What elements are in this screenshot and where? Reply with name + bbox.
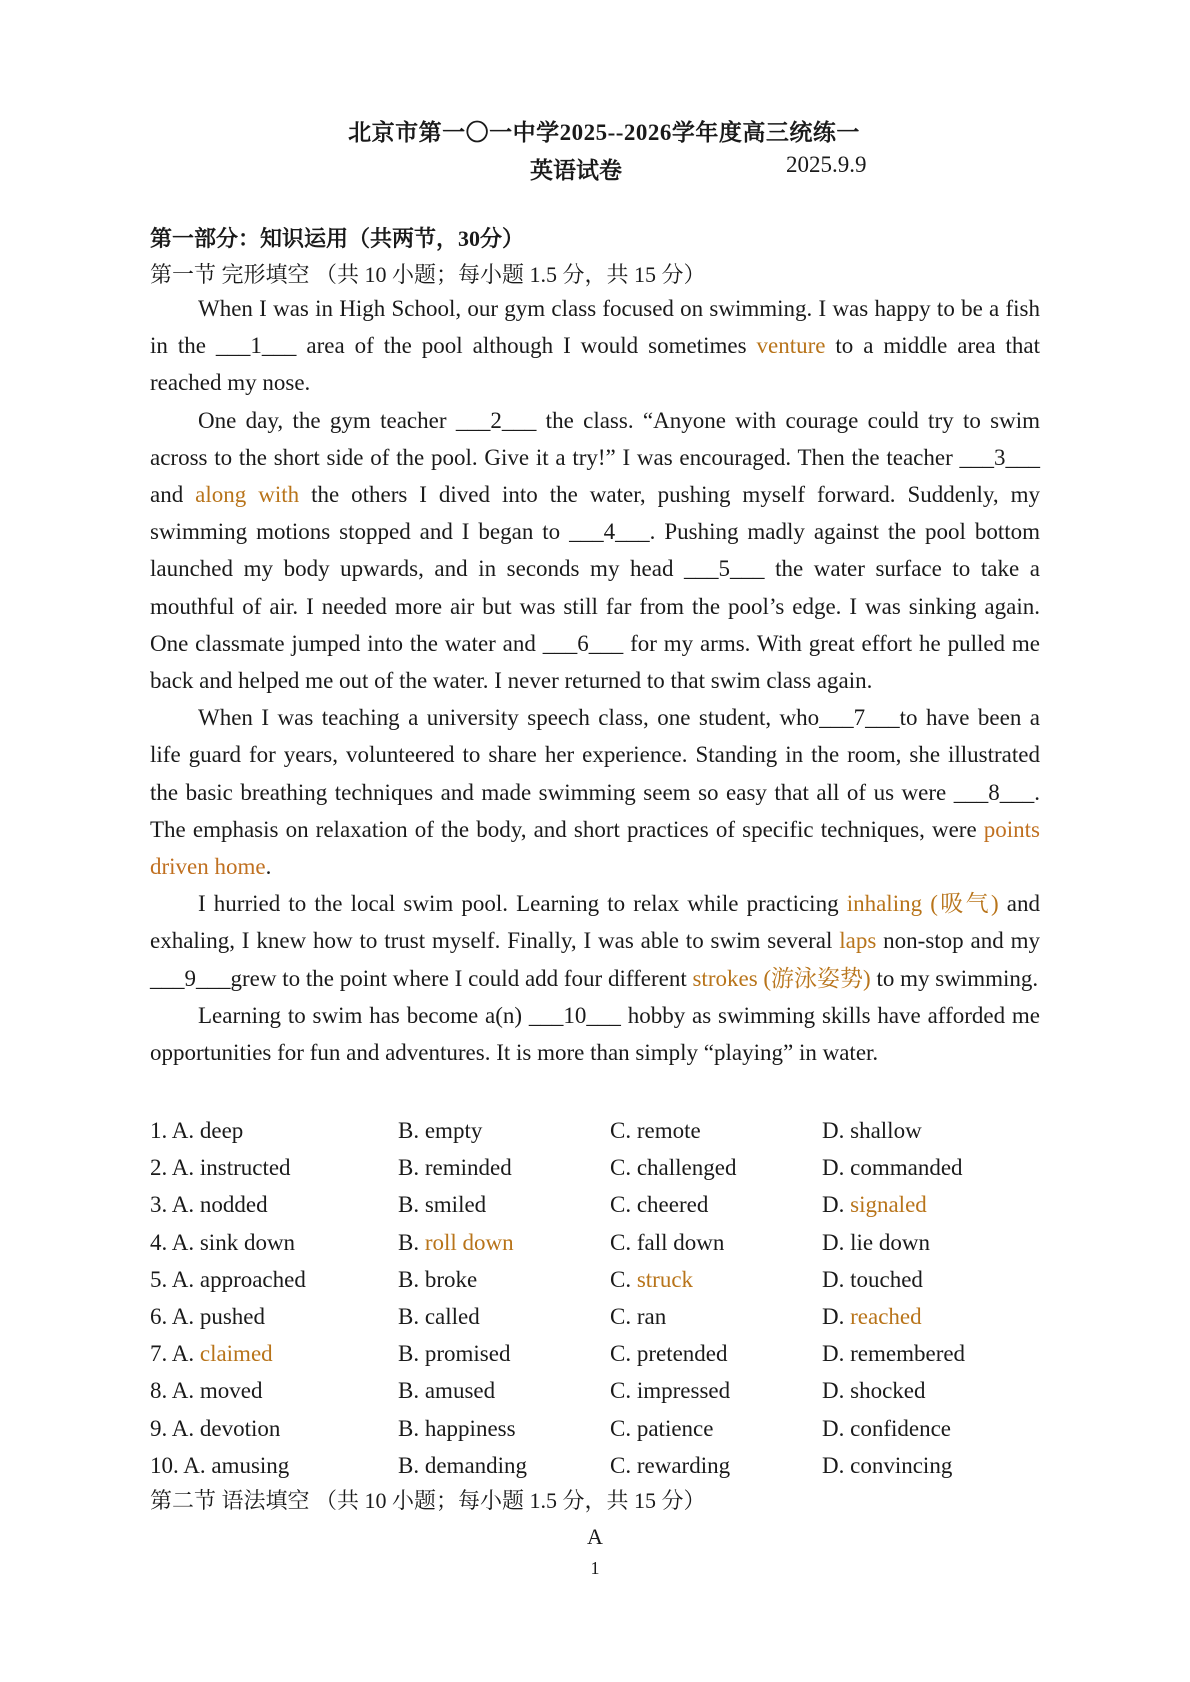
option-text: pretended — [636, 1341, 728, 1367]
option-letter: C. — [610, 1378, 637, 1404]
option-text: empty — [424, 1118, 483, 1143]
answer-options — [150, 1112, 1050, 1484]
option-text: struck — [636, 1266, 694, 1292]
option-letter: C. — [610, 1303, 637, 1329]
option-c — [610, 1112, 822, 1149]
option-a — [150, 1112, 398, 1149]
option-letter: A. — [183, 1452, 212, 1478]
option-d — [822, 1298, 1042, 1335]
exam-date: 2025.9.9 — [786, 152, 867, 177]
option-c — [610, 1149, 822, 1186]
option-letter: D. — [822, 1118, 851, 1143]
option-text: shocked — [850, 1378, 926, 1404]
option-b — [398, 1261, 610, 1298]
question-number: 4. — [150, 1229, 168, 1255]
option-a — [150, 1149, 398, 1186]
option-text: amused — [424, 1378, 496, 1404]
option-text: convincing — [850, 1452, 953, 1478]
option-text: broke — [424, 1266, 478, 1292]
highlighted-word: strokes (游泳姿势) — [692, 965, 871, 991]
blank-9: ___9___ — [150, 965, 231, 991]
text: Learning to swim has become a(n) — [198, 1002, 529, 1028]
part1-heading: 第一部分：知识运用（共两节，30分） — [150, 226, 525, 251]
option-letter: A. — [171, 1341, 200, 1367]
option-letter: D. — [822, 1192, 851, 1218]
blank-6: ___6___ — [542, 630, 624, 656]
text: to have been a life guard for years, volunteered to share her experience. Standing in the room, she illustrated the basic breathing techniques and made swimming seem so easy that all of us were — [150, 705, 1040, 805]
option-letter: A. — [171, 1229, 200, 1255]
paragraph-3 — [150, 699, 1040, 885]
option-text: patience — [636, 1415, 714, 1441]
text: the water surface to take a mouthful of air. I needed more air but was still far from the pool’s edge. I was sinking again. One classmate jumped into the water and — [150, 556, 1040, 656]
option-text: roll down — [424, 1229, 514, 1255]
cloze-passage — [150, 290, 1040, 1071]
option-text: happiness — [424, 1415, 516, 1441]
option-c — [610, 1335, 822, 1372]
question-row — [150, 1261, 1050, 1298]
option-text: smiled — [424, 1192, 487, 1218]
option-text: fall down — [636, 1229, 725, 1255]
blank-7: ___7___ — [819, 705, 900, 731]
option-b — [398, 1447, 610, 1484]
question-row — [150, 1372, 1050, 1409]
blank-5: ___5___ — [684, 556, 765, 582]
question-number: 9. — [150, 1415, 168, 1441]
option-b — [398, 1186, 610, 1223]
section-letter: A — [587, 1524, 603, 1549]
question-row — [150, 1298, 1050, 1335]
option-letter: C. — [610, 1341, 637, 1367]
option-text: pushed — [199, 1303, 266, 1329]
text: . The emphasis on relaxation of the body, and short practices of specific techniques, were — [150, 779, 1040, 842]
option-b — [398, 1149, 610, 1186]
text: for my arms. With great effort he pulled me back and helped me out of the water. I never returned to that swim class again. — [150, 630, 1040, 694]
exam-title: 北京市第一〇一中学2025--2026学年度高三统练一 — [348, 120, 860, 145]
option-text: touched — [850, 1266, 923, 1292]
option-d — [822, 1447, 1042, 1484]
option-text: shallow — [850, 1118, 922, 1143]
option-text: remembered — [850, 1341, 966, 1367]
option-letter: B. — [398, 1192, 425, 1218]
text: hobby as swimming skills have afforded me opportunities for fun and adventures. It is more than simply “playing” in water. — [150, 1002, 1040, 1066]
option-letter: D. — [822, 1378, 851, 1404]
question-row — [150, 1186, 1050, 1223]
option-letter: C. — [610, 1415, 637, 1441]
text: the class. “Anyone with courage could try to swim across to the short side of the pool. Give it a try!” I was encouraged. Then the teacher — [150, 407, 1041, 470]
option-letter: B. — [398, 1229, 425, 1255]
option-letter: B. — [398, 1378, 425, 1404]
option-letter: B. — [398, 1341, 425, 1367]
highlighted-word: venture — [756, 333, 826, 359]
option-letter: B. — [398, 1415, 425, 1441]
option-letter: A. — [171, 1266, 200, 1292]
option-c — [610, 1298, 822, 1335]
option-letter: B. — [398, 1303, 425, 1329]
text: to a middle area that reached my nose. — [150, 333, 1040, 396]
option-letter: D. — [822, 1155, 851, 1181]
option-b — [398, 1298, 610, 1335]
blank-1: ___1___ — [215, 333, 297, 359]
option-letter: C. — [610, 1118, 637, 1143]
blank-8: ___8___ — [953, 779, 1035, 805]
option-text: sink down — [199, 1229, 296, 1255]
option-text: approached — [199, 1266, 306, 1292]
paragraph-5 — [150, 997, 1040, 1071]
question-row — [150, 1149, 1050, 1186]
text: grew to the point where I could add four different — [230, 965, 693, 991]
option-text: promised — [424, 1341, 511, 1367]
option-d — [822, 1186, 1042, 1223]
option-letter: A. — [171, 1192, 200, 1218]
option-c — [610, 1186, 822, 1223]
option-letter: D. — [822, 1341, 851, 1367]
option-a — [150, 1298, 398, 1335]
option-b — [398, 1372, 610, 1409]
option-text: rewarding — [636, 1452, 731, 1478]
option-a — [150, 1224, 398, 1261]
option-a — [150, 1447, 398, 1484]
option-letter: C. — [610, 1452, 637, 1478]
question-number: 2. — [150, 1155, 168, 1181]
option-text: called — [424, 1303, 480, 1329]
text: When I was teaching a university speech class, one student, who — [198, 705, 820, 731]
option-text: reminded — [424, 1155, 512, 1181]
option-text: commanded — [850, 1155, 963, 1181]
option-d — [822, 1224, 1042, 1261]
option-text: devotion — [199, 1415, 281, 1441]
option-letter: D. — [822, 1229, 851, 1255]
option-text: instructed — [199, 1155, 291, 1181]
option-text: signaled — [850, 1192, 927, 1218]
option-text: lie down — [850, 1229, 930, 1255]
paragraph-1 — [150, 290, 1040, 402]
blank-2: ___2___ — [455, 407, 537, 433]
question-number: 3. — [150, 1192, 168, 1218]
question-number: 7. — [150, 1341, 168, 1367]
option-letter: A. — [171, 1118, 200, 1143]
option-letter: C. — [610, 1155, 637, 1181]
paragraph-2 — [150, 402, 1040, 700]
question-row — [150, 1112, 1050, 1149]
text: One day, the gym teacher — [198, 407, 456, 433]
option-text: impressed — [636, 1378, 731, 1404]
text: and — [150, 482, 196, 508]
text: to my swimming. — [870, 965, 1039, 991]
option-d — [822, 1372, 1042, 1409]
option-text: amusing — [211, 1452, 290, 1478]
question-number: 8. — [150, 1378, 168, 1404]
text: non-stop and my — [876, 928, 1040, 954]
blank-4: ___4___ — [569, 519, 650, 545]
option-a — [150, 1186, 398, 1223]
option-letter: C. — [610, 1229, 637, 1255]
option-d — [822, 1149, 1042, 1186]
option-text: demanding — [424, 1452, 528, 1478]
question-row — [150, 1447, 1050, 1484]
blank-3: ___3___ — [959, 444, 1040, 470]
exam-subject: 英语试卷 — [530, 158, 622, 183]
paragraph-4 — [150, 885, 1040, 997]
option-text: confidence — [850, 1415, 952, 1441]
option-letter: C. — [610, 1192, 637, 1218]
question-number: 6. — [150, 1303, 168, 1329]
question-row — [150, 1224, 1050, 1261]
option-letter: D. — [822, 1415, 851, 1441]
option-a — [150, 1410, 398, 1447]
highlighted-word: along with — [195, 482, 300, 508]
option-d — [822, 1410, 1042, 1447]
text: the others I dived into the water, pushing myself forward. Suddenly, my swimming motions stopped and I began to — [150, 482, 1040, 545]
text: and exhaling, I knew how to trust myself. Finally, I was able to swim several — [150, 891, 1041, 954]
option-c — [610, 1410, 822, 1447]
option-letter: B. — [398, 1266, 425, 1292]
page-number: 1 — [590, 1558, 600, 1578]
option-letter: B. — [398, 1118, 425, 1143]
question-row — [150, 1335, 1050, 1372]
question-row — [150, 1410, 1050, 1447]
option-text: cheered — [636, 1192, 709, 1218]
text: area of the pool although I would sometimes — [296, 333, 757, 359]
option-c — [610, 1261, 822, 1298]
section2-heading: 第二节 语法填空 （共 10 小题；每小题 1.5 分，共 15 分） — [150, 1488, 706, 1513]
option-d — [822, 1112, 1042, 1149]
option-c — [610, 1224, 822, 1261]
option-letter: D. — [822, 1266, 851, 1292]
option-letter: A. — [171, 1415, 200, 1441]
option-c — [610, 1447, 822, 1484]
question-number: 1. — [150, 1118, 168, 1143]
text: When I was in High School, our gym class focused on swimming. I was happy to be a fish in the — [150, 296, 1040, 359]
option-letter: D. — [822, 1303, 851, 1329]
option-text: moved — [199, 1378, 263, 1404]
blank-10: ___10___ — [528, 1002, 621, 1028]
option-b — [398, 1112, 610, 1149]
option-text: remote — [636, 1118, 701, 1143]
option-b — [398, 1335, 610, 1372]
question-number: 10. — [150, 1452, 179, 1478]
option-text: deep — [199, 1118, 244, 1143]
highlighted-word: inhaling (吸气) — [846, 891, 999, 917]
option-b — [398, 1410, 610, 1447]
option-letter: C. — [610, 1266, 637, 1292]
option-c — [610, 1372, 822, 1409]
highlighted-phrase: points driven home — [150, 816, 1040, 880]
option-letter: A. — [171, 1155, 200, 1181]
option-text: claimed — [199, 1341, 273, 1367]
option-letter: A. — [171, 1378, 200, 1404]
highlighted-word: laps — [839, 928, 877, 954]
option-d — [822, 1335, 1042, 1372]
option-d — [822, 1261, 1042, 1298]
text: . — [265, 854, 272, 880]
option-letter: B. — [398, 1452, 425, 1478]
option-letter: B. — [398, 1155, 425, 1181]
text: . Pushing madly against the pool bottom launched my body upwards, and in seconds my head — [150, 519, 1041, 582]
section1-heading: 第一节 完形填空 （共 10 小题；每小题 1.5 分，共 15 分） — [150, 262, 706, 287]
option-letter: A. — [171, 1303, 200, 1329]
option-text: nodded — [199, 1192, 268, 1218]
text: I hurried to the local swim pool. Learning to relax while practicing — [198, 891, 847, 917]
option-a — [150, 1261, 398, 1298]
option-a — [150, 1335, 398, 1372]
option-b — [398, 1224, 610, 1261]
question-number: 5. — [150, 1266, 168, 1292]
option-letter: D. — [822, 1452, 851, 1478]
option-text: ran — [636, 1303, 667, 1329]
option-a — [150, 1372, 398, 1409]
option-text: reached — [850, 1303, 922, 1329]
option-text: challenged — [636, 1155, 737, 1181]
